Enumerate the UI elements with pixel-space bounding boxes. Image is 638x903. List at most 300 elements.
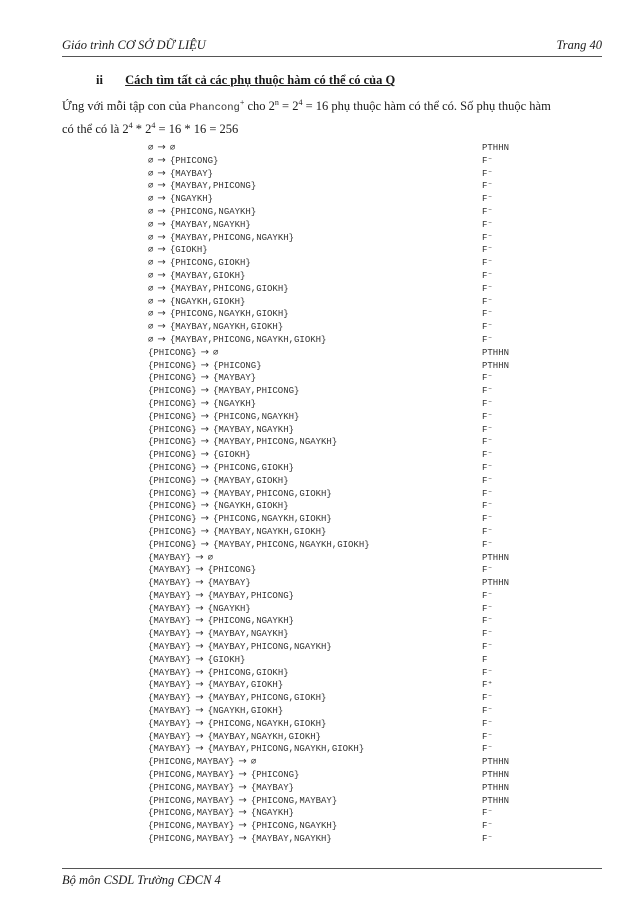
dependency-lhs: {PHICONG,MAYBAY} <box>148 782 235 793</box>
dependency-lhs: {PHICONG} <box>148 488 197 499</box>
dependency-result: F⁻ <box>482 258 493 269</box>
dependency-result: F⁻ <box>482 270 493 281</box>
section-title: Cách tìm tất cả các phụ thuộc hàm có thể có của Q <box>125 73 396 87</box>
dependency-lhs: {MAYBAY} <box>148 680 192 691</box>
arrow-icon: → <box>157 257 166 269</box>
intro-text: cho 2 <box>244 99 275 114</box>
dependency-row <box>148 398 608 411</box>
arrow-icon: → <box>157 231 166 243</box>
dependency-lhs: {PHICONG} <box>148 539 197 550</box>
superscript: n <box>274 98 279 107</box>
dependency-lhs: ∅ <box>148 206 154 217</box>
dependency-row <box>148 718 608 731</box>
dependency-lhs: {MAYBAY} <box>148 642 192 653</box>
dependency-row <box>148 679 608 692</box>
arrow-icon: → <box>200 436 209 448</box>
dependency-result: F⁻ <box>482 437 493 448</box>
intro-paragraph <box>62 94 602 138</box>
intro-text: = 2 <box>278 99 299 114</box>
arrow-icon: → <box>195 628 204 640</box>
dependency-row <box>148 500 608 513</box>
dependency-lhs: {PHICONG,MAYBAY} <box>148 821 235 832</box>
arrow-icon: → <box>200 525 209 537</box>
arrow-icon: → <box>200 461 209 473</box>
dependency-rhs: {NGAYKH,GIOKH} <box>169 296 246 307</box>
dependency-result: F⁻ <box>482 706 493 717</box>
dependency-result: F⁻ <box>482 462 493 473</box>
dependency-rhs: {MAYBAY,PHICONG} <box>207 590 295 601</box>
dependency-lhs: {MAYBAY} <box>148 718 192 729</box>
dependency-row <box>148 807 608 820</box>
dependency-result: PTHHN <box>482 795 510 806</box>
dependency-row <box>148 577 608 590</box>
dependency-lhs: {MAYBAY} <box>148 629 192 640</box>
arrow-icon: → <box>200 410 209 422</box>
dependency-rhs: {MAYBAY,GIOKH} <box>207 680 284 691</box>
arrow-icon: → <box>195 730 204 742</box>
dependency-row <box>148 552 608 565</box>
dependency-row <box>148 232 608 245</box>
dependency-rhs: {GIOKH} <box>169 245 208 256</box>
dependency-row <box>148 526 608 539</box>
dependency-row <box>148 155 608 168</box>
arrow-icon: → <box>200 538 209 550</box>
dependency-result: F⁻ <box>482 219 493 230</box>
dependency-result: F⁻ <box>482 501 493 512</box>
dependency-row <box>148 347 608 360</box>
dependency-rhs: {MAYBAY,PHICONG,NGAYKH,GIOKH} <box>207 744 365 755</box>
arrow-icon: → <box>200 474 209 486</box>
dependency-rhs: {GIOKH} <box>213 450 251 461</box>
dependency-lhs: {PHICONG} <box>148 373 197 384</box>
dependency-result: PTHHN <box>482 770 510 781</box>
arrow-icon: → <box>195 577 204 589</box>
dependency-result: F⁻ <box>482 744 493 755</box>
dependency-result: F⁻ <box>482 539 493 550</box>
dependency-result: F⁻ <box>482 206 493 217</box>
dependency-rhs: {MAYBAY,NGAYKH,GIOKH} <box>169 322 284 333</box>
arrow-icon: → <box>157 193 166 205</box>
dependency-rhs: {MAYBAY,PHICONG,GIOKH} <box>213 488 332 499</box>
dependency-result: F⁻ <box>482 693 493 704</box>
arrow-icon: → <box>238 807 247 819</box>
arrow-icon: → <box>157 205 166 217</box>
dependency-rhs: {NGAYKH} <box>250 808 295 819</box>
dependency-result: F⁻ <box>482 398 493 409</box>
dependency-row <box>148 219 608 232</box>
dependency-lhs: ∅ <box>148 232 154 243</box>
dependency-rhs: {MAYBAY,PHICONG,NGAYKH} <box>207 642 332 653</box>
arrow-icon: → <box>157 295 166 307</box>
dependency-lhs: ∅ <box>148 283 154 294</box>
dependency-row <box>148 756 608 769</box>
arrow-icon: → <box>195 602 204 614</box>
dependency-result: F⁻ <box>482 283 493 294</box>
dependency-result: F⁻ <box>482 424 493 435</box>
dependency-lhs: {PHICONG,MAYBAY} <box>148 808 235 819</box>
dependency-lhs: {PHICONG} <box>148 386 197 397</box>
dependency-lhs: {MAYBAY} <box>148 744 192 755</box>
dependency-lhs: ∅ <box>148 270 154 281</box>
dependency-row <box>148 795 608 808</box>
dependency-rhs: {MAYBAY} <box>169 168 214 179</box>
dependency-result: F⁻ <box>482 194 493 205</box>
dependency-row <box>148 180 608 193</box>
dependency-lhs: ∅ <box>148 322 154 333</box>
intro-text: = 16 phụ thuộc hàm có thể có. Số phụ thuộc hàm <box>302 99 551 114</box>
dependency-list <box>148 142 608 846</box>
dependency-rhs: {PHICONG,MAYBAY} <box>250 795 338 806</box>
arrow-icon: → <box>195 641 204 653</box>
dependency-lhs: ∅ <box>148 309 154 320</box>
page-footer <box>62 868 602 891</box>
arrow-icon: → <box>200 449 209 461</box>
arrow-icon: → <box>157 180 166 192</box>
dependency-result: F⁻ <box>482 245 493 256</box>
dependency-rhs: {MAYBAY,PHICONG,NGAYKH,GIOKH} <box>213 539 370 550</box>
dependency-row <box>148 436 608 449</box>
dependency-rhs: {PHICONG} <box>169 155 219 166</box>
dependency-lhs: {PHICONG} <box>148 462 197 473</box>
dependency-result: F <box>482 654 488 665</box>
dependency-row <box>148 743 608 756</box>
dependency-result: F⁻ <box>482 322 493 333</box>
dependency-row <box>148 296 608 309</box>
dependency-rhs: {MAYBAY,NGAYKH} <box>213 424 295 435</box>
dependency-lhs: {MAYBAY} <box>148 667 192 678</box>
dependency-row <box>148 193 608 206</box>
dependency-result: F⁻ <box>482 731 493 742</box>
dependency-rhs: {MAYBAY,PHICONG,GIOKH} <box>207 693 327 704</box>
arrow-icon: → <box>195 743 204 755</box>
dependency-row <box>148 372 608 385</box>
dependency-rhs: {PHICONG,NGAYKH,GIOKH} <box>207 718 327 729</box>
dependency-rhs: {PHICONG} <box>213 360 262 371</box>
arrow-icon: → <box>157 218 166 230</box>
arrow-icon: → <box>200 500 209 512</box>
dependency-lhs: {PHICONG,MAYBAY} <box>148 757 235 768</box>
dependency-lhs: {MAYBAY} <box>148 578 192 589</box>
arrow-icon: → <box>200 359 209 371</box>
dependency-lhs: {PHICONG} <box>148 501 197 512</box>
dependency-result: PTHHN <box>482 552 510 563</box>
dependency-rhs: {PHICONG,GIOKH} <box>213 462 295 473</box>
intro-text: có thể có là 2 <box>62 122 129 137</box>
dependency-row <box>148 206 608 219</box>
dependency-rhs: {PHICONG} <box>250 770 300 781</box>
dependency-result: F⁻ <box>482 616 493 627</box>
arrow-icon: → <box>157 282 166 294</box>
dependency-result: PTHHN <box>482 347 510 358</box>
dependency-result: F⁻ <box>482 565 493 576</box>
arrow-icon: → <box>200 346 209 358</box>
dependency-row <box>148 833 608 846</box>
dependency-result: F⁻ <box>482 718 493 729</box>
dependency-rhs: {NGAYKH} <box>213 398 257 409</box>
dependency-rhs: {PHICONG,NGAYKH,GIOKH} <box>213 514 332 525</box>
arrow-icon: → <box>200 487 209 499</box>
dependency-rhs: {PHICONG,NGAYKH} <box>250 821 338 832</box>
dependency-lhs: {PHICONG,MAYBAY} <box>148 834 235 845</box>
dependency-rhs: ∅ <box>213 347 219 358</box>
dependency-lhs: ∅ <box>148 219 154 230</box>
dependency-lhs: ∅ <box>148 168 154 179</box>
dependency-rhs: ∅ <box>207 552 214 563</box>
dependency-rhs: {PHICONG,NGAYKH} <box>207 616 295 627</box>
dependency-result: F⁻ <box>482 526 493 537</box>
dependency-lhs: {MAYBAY} <box>148 706 192 717</box>
dependency-rhs: {MAYBAY,PHICONG,GIOKH} <box>169 283 289 294</box>
dependency-lhs: {MAYBAY} <box>148 616 192 627</box>
dependency-row <box>148 462 608 475</box>
dependency-result: PTHHN <box>482 782 510 793</box>
dependency-result: F⁺ <box>482 680 493 691</box>
dependency-row <box>148 283 608 296</box>
dependency-lhs: {PHICONG} <box>148 437 197 448</box>
dependency-rhs: {PHICONG,GIOKH} <box>169 258 251 269</box>
dependency-lhs: {PHICONG,MAYBAY} <box>148 770 235 781</box>
dependency-result: F⁻ <box>482 590 493 601</box>
dependency-row <box>148 667 608 680</box>
dependency-result: F⁻ <box>482 450 493 461</box>
dependency-row <box>148 769 608 782</box>
dependency-lhs: ∅ <box>148 245 154 256</box>
arrow-icon: → <box>157 269 166 281</box>
dependency-row <box>148 411 608 424</box>
dependency-result: F⁻ <box>482 834 493 845</box>
dependency-lhs: {PHICONG} <box>148 475 197 486</box>
dependency-lhs: {PHICONG} <box>148 526 197 537</box>
dependency-row <box>148 257 608 270</box>
dependency-rhs: {NGAYKH,GIOKH} <box>213 501 289 512</box>
dependency-lhs: {MAYBAY} <box>148 731 192 742</box>
dependency-lhs: ∅ <box>148 181 154 192</box>
dependency-result: F⁻ <box>482 334 493 345</box>
arrow-icon: → <box>200 397 209 409</box>
dependency-lhs: {PHICONG} <box>148 347 197 358</box>
dependency-rhs: {GIOKH} <box>207 654 246 665</box>
dependency-row <box>148 692 608 705</box>
dependency-row <box>148 488 608 501</box>
arrow-icon: → <box>238 769 247 781</box>
arrow-icon: → <box>238 756 247 768</box>
arrow-icon: → <box>200 513 209 525</box>
dependency-lhs: ∅ <box>148 334 154 345</box>
dependency-rhs: {MAYBAY,NGAYKH} <box>207 629 289 640</box>
arrow-icon: → <box>195 589 204 601</box>
dependency-rhs: {PHICONG,NGAYKH} <box>169 206 257 217</box>
section-heading <box>96 73 395 88</box>
dependency-row <box>148 475 608 488</box>
dependency-row <box>148 385 608 398</box>
dependency-rhs: {MAYBAY} <box>207 578 251 589</box>
arrow-icon: → <box>157 333 166 345</box>
arrow-icon: → <box>195 717 204 729</box>
intro-text: = 16 * 16 = 256 <box>155 122 239 137</box>
dependency-rhs: {MAYBAY,PHICONG,NGAYKH} <box>213 437 338 448</box>
dependency-lhs: {PHICONG} <box>148 411 197 422</box>
dependency-lhs: ∅ <box>148 155 154 166</box>
dependency-rhs: {MAYBAY,GIOKH} <box>169 270 246 281</box>
dependency-result: PTHHN <box>482 360 510 371</box>
dependency-row <box>148 782 608 795</box>
dependency-lhs: {PHICONG} <box>148 450 197 461</box>
dependency-row <box>148 424 608 437</box>
arrow-icon: → <box>195 679 204 691</box>
arrow-icon: → <box>157 308 166 320</box>
dependency-lhs: {MAYBAY} <box>148 654 192 665</box>
dependency-lhs: {MAYBAY} <box>148 590 192 601</box>
arrow-icon: → <box>195 551 204 563</box>
dependency-row <box>148 244 608 257</box>
dependency-rhs: {MAYBAY,NGAYKH,GIOKH} <box>207 731 322 742</box>
dependency-row <box>148 641 608 654</box>
dependency-row <box>148 820 608 833</box>
dependency-result: F⁻ <box>482 168 493 179</box>
attribute-name: Phancong <box>189 102 240 115</box>
dependency-result: F⁻ <box>482 603 493 614</box>
arrow-icon: → <box>200 385 209 397</box>
dependency-lhs: ∅ <box>148 258 154 269</box>
dependency-row <box>148 603 608 616</box>
dependency-row <box>148 513 608 526</box>
dependency-result: PTHHN <box>482 757 510 768</box>
superscript: 4 <box>128 121 133 131</box>
dependency-lhs: {PHICONG} <box>148 424 197 435</box>
arrow-icon: → <box>157 167 166 179</box>
intro-line-2 <box>62 117 602 138</box>
superscript: 4 <box>298 98 303 107</box>
dependency-result: F⁻ <box>482 296 493 307</box>
arrow-icon: → <box>238 833 247 845</box>
dependency-result: F⁻ <box>482 667 493 678</box>
dependency-lhs: {PHICONG} <box>148 514 197 525</box>
dependency-result: F⁻ <box>482 642 493 653</box>
arrow-icon: → <box>195 692 204 704</box>
dependency-rhs: {MAYBAY,NGAYKH,GIOKH} <box>213 526 327 537</box>
dependency-lhs: {PHICONG} <box>148 398 197 409</box>
dependency-rhs: {NGAYKH,GIOKH} <box>207 706 284 717</box>
dependency-rhs: {PHICONG,NGAYKH,GIOKH} <box>169 309 289 320</box>
arrow-icon: → <box>195 653 204 665</box>
dependency-lhs: ∅ <box>148 194 154 205</box>
dependency-rhs: {MAYBAY,PHICONG} <box>169 181 257 192</box>
arrow-icon: → <box>195 564 204 576</box>
page-header <box>62 38 602 57</box>
dependency-rhs: {MAYBAY,PHICONG} <box>213 386 300 397</box>
dependency-result: F⁻ <box>482 808 493 819</box>
dependency-rhs: {PHICONG,GIOKH} <box>207 667 289 678</box>
section-number: ii <box>96 73 103 87</box>
dependency-rhs: {MAYBAY} <box>213 373 257 384</box>
dependency-result: F⁻ <box>482 411 493 422</box>
dependency-lhs: {PHICONG} <box>148 360 197 371</box>
dependency-rhs: {MAYBAY,NGAYKH} <box>169 219 251 230</box>
dependency-row <box>148 654 608 667</box>
dependency-row <box>148 705 608 718</box>
dependency-rhs: {MAYBAY,GIOKH} <box>213 475 289 486</box>
arrow-icon: → <box>200 372 209 384</box>
dependency-rhs: {PHICONG} <box>207 565 257 576</box>
page-number: Trang 40 <box>556 38 602 52</box>
dependency-rhs: {NGAYKH} <box>207 603 251 614</box>
header-title: Giáo trình CƠ SỞ DỮ LIỆU <box>62 38 206 52</box>
arrow-icon: → <box>157 154 166 166</box>
dependency-result: F⁻ <box>482 514 493 525</box>
arrow-icon: → <box>200 423 209 435</box>
dependency-row <box>148 270 608 283</box>
dependency-lhs: {MAYBAY} <box>148 565 192 576</box>
dependency-rhs: {MAYBAY,NGAYKH} <box>250 834 332 845</box>
dependency-result: F⁻ <box>482 373 493 384</box>
dependency-row <box>148 539 608 552</box>
dependency-row <box>148 308 608 321</box>
dependency-lhs: {MAYBAY} <box>148 603 192 614</box>
footer-text: Bộ môn CSDL Trường CĐCN 4 <box>62 873 221 887</box>
dependency-lhs: ∅ <box>148 143 154 153</box>
dependency-result: F⁻ <box>482 821 493 832</box>
dependency-rhs: {MAYBAY,PHICONG,NGAYKH,GIOKH} <box>169 334 327 345</box>
arrow-icon: → <box>238 794 247 806</box>
dependency-result: F⁻ <box>482 232 493 243</box>
arrow-icon: → <box>238 781 247 793</box>
dependency-row <box>148 321 608 334</box>
dependency-rhs: ∅ <box>250 757 257 768</box>
dependency-row <box>148 360 608 373</box>
intro-text: * 2 <box>132 122 152 137</box>
superscript: 4 <box>151 121 156 131</box>
dependency-lhs: ∅ <box>148 296 154 307</box>
dependency-row <box>148 334 608 347</box>
dependency-rhs: {PHICONG,NGAYKH} <box>213 411 300 422</box>
dependency-row <box>148 731 608 744</box>
dependency-lhs: {PHICONG,MAYBAY} <box>148 795 235 806</box>
arrow-icon: → <box>157 244 166 256</box>
dependency-row <box>148 628 608 641</box>
dependency-row <box>148 142 608 155</box>
dependency-rhs: ∅ <box>169 143 176 153</box>
dependency-result: F⁻ <box>482 309 493 320</box>
dependency-result: F⁻ <box>482 629 493 640</box>
dependency-result: F⁻ <box>482 488 493 499</box>
arrow-icon: → <box>195 615 204 627</box>
dependency-result: PTHHN <box>482 143 510 153</box>
arrow-icon: → <box>157 142 166 153</box>
dependency-lhs: {MAYBAY} <box>148 693 192 704</box>
dependency-row <box>148 615 608 628</box>
dependency-rhs: {MAYBAY,PHICONG,NGAYKH} <box>169 232 295 243</box>
dependency-result: F⁻ <box>482 181 493 192</box>
dependency-result: F⁻ <box>482 475 493 486</box>
superscript: + <box>239 98 245 107</box>
dependency-row <box>148 564 608 577</box>
arrow-icon: → <box>157 321 166 333</box>
arrow-icon: → <box>195 666 204 678</box>
intro-line-1 <box>62 94 602 117</box>
dependency-result: F⁻ <box>482 386 493 397</box>
dependency-rhs: {NGAYKH} <box>169 194 214 205</box>
dependency-result: F⁻ <box>482 155 493 166</box>
arrow-icon: → <box>238 820 247 832</box>
dependency-result: PTHHN <box>482 578 510 589</box>
dependency-row <box>148 449 608 462</box>
dependency-lhs: {MAYBAY} <box>148 552 192 563</box>
arrow-icon: → <box>195 705 204 717</box>
dependency-row <box>148 590 608 603</box>
intro-text: Ứng với mỗi tập con của <box>62 99 190 114</box>
dependency-row <box>148 168 608 181</box>
dependency-rhs: {MAYBAY} <box>250 782 295 793</box>
